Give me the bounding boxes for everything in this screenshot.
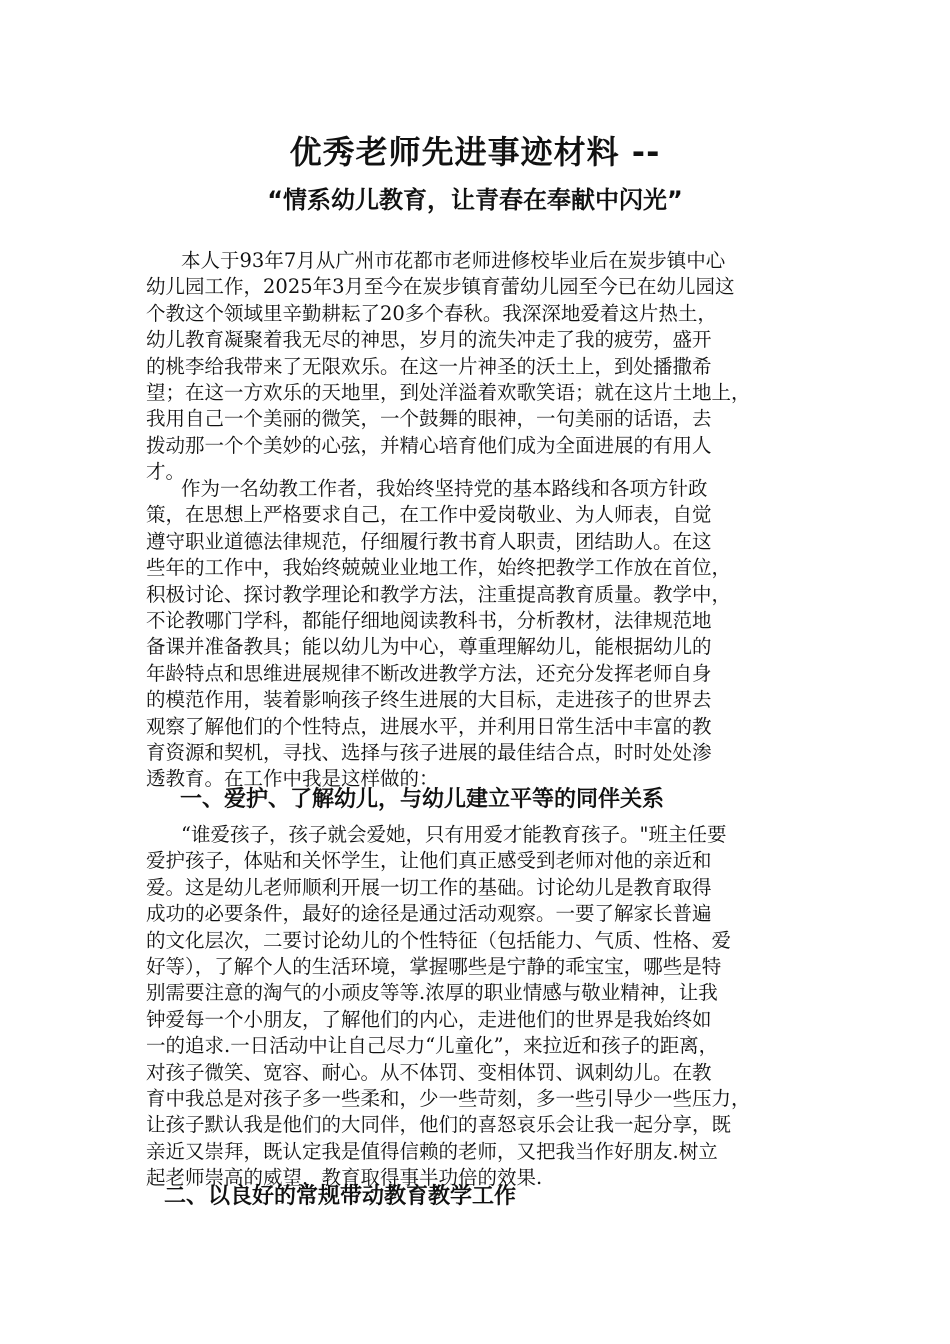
- paragraph-line: 观察了解他们的个性特点，进展水平，并利用日常生活中丰富的教: [146, 714, 712, 738]
- paragraph-line: 不论教哪门学科，都能仔细地阅读教科书，分析教材，法律规范地: [146, 609, 712, 633]
- paragraph-line: 策，在思想上严格要求自己，在工作中爱岗敬业、为人师表，自觉: [146, 503, 712, 527]
- paragraph-line: 的桃李给我带来了无限欢乐。在这一片神圣的沃土上，到处播撒希: [146, 354, 712, 378]
- paragraph-line: 育中我总是对孩子多一些柔和，少一些苛刻，多一些引导少一些压力，: [146, 1087, 751, 1111]
- paragraph-line: 爱。这是幼儿老师顺利开展一切工作的基础。讨论幼儿是教育取得: [146, 875, 712, 899]
- paragraph-line: 亲近又崇拜，既认定我是值得信赖的老师，又把我当作好朋友.树立: [146, 1139, 718, 1163]
- paragraph-line: 望；在这一方欢乐的天地里，到处洋溢着欢歌笑语；就在这片土地上，: [146, 381, 751, 405]
- paragraph-line: 拨动那一个个美妙的心弦，并精心培育他们成为全面进展的有用人: [146, 433, 712, 457]
- paragraph-care: [146, 822, 816, 1192]
- paragraph-line: 一的追求.一日活动中让自己尽力“儿童化”，来拉近和孩子的距离，: [146, 1034, 719, 1058]
- paragraph-line: 钟爱每一个小朋友，了解他们的内心，走进他们的世界是我始终如: [146, 1007, 712, 1031]
- paragraph-line: 才。: [146, 460, 186, 484]
- section-heading-1: 一、爱护、了解幼儿，与幼儿建立平等的同伴关系: [180, 787, 665, 812]
- paragraph-line: 育资源和契机，寻找、选择与孩子进展的最佳结合点，时时处处渗: [146, 741, 712, 765]
- paragraph-line: 我用自己一个美丽的微笑，一个鼓舞的眼神，一句美丽的话语，去: [146, 407, 712, 431]
- paragraph-line: 遵守职业道德法律规范，仔细履行教书育人职责，团结助人。在这: [146, 529, 712, 553]
- paragraph-line: 对孩子微笑、宽容、耐心。从不体罚、变相体罚、讽刺幼儿。在教: [146, 1060, 712, 1084]
- paragraph-line: “谁爱孩子，孩子就会爱她，只有用爱才能教育孩子。"班主任要: [181, 823, 727, 846]
- paragraph-line: 的文化层次，二要讨论幼儿的个性特征（包括能力、气质、性格、爱: [146, 928, 732, 952]
- paragraph-line: 别需要注意的淘气的小顽皮等等.浓厚的职业情感与敬业精神，让我: [146, 981, 718, 1005]
- paragraph-line: 起老师崇高的威望，教育取得事半功倍的效果.: [146, 1166, 543, 1190]
- paragraph-line: 成功的必要条件，最好的途径是通过活动观察。一要了解家长普遍: [146, 902, 712, 926]
- paragraph-line: 的模范作用，装着影响孩子终生进展的大目标，走进孩子的世界去: [146, 688, 712, 712]
- paragraph-line: 年龄特点和思维进展规律不断改进教学方法，还充分发挥老师自身: [146, 661, 712, 685]
- paragraph-line: 个教这个领域里辛勤耕耘了20多个春秋。我深深地爱着这片热土，: [146, 301, 717, 325]
- paragraph-line: 幼儿园工作，2025年3月至今在炭步镇育蕾幼儿园至今已在幼儿园这: [146, 275, 735, 299]
- paragraph-line: 本人于93年7月从广州市花都市老师进修校毕业后在炭步镇中心: [181, 249, 726, 272]
- section-heading-2: 二、以良好的常规带动教育教学工作: [164, 1184, 517, 1209]
- paragraph-line: 幼儿教育凝聚着我无尽的神思，岁月的流失冲走了我的疲劳，盛开: [146, 328, 712, 352]
- paragraph-intro: [146, 248, 816, 486]
- document-subtitle: “情系幼儿教育，让青春在奉献中闪光”: [267, 186, 683, 214]
- paragraph-line: 透教育。在工作中我是这样做的：: [146, 767, 439, 791]
- paragraph-line: 作为一名幼教工作者，我始终坚持党的基本路线和各项方针政: [181, 477, 708, 500]
- paragraph-work: [146, 476, 816, 793]
- paragraph-line: 些年的工作中，我始终兢兢业业地工作，始终把教学工作放在首位，: [146, 556, 732, 580]
- paragraph-line: 备课并准备教具；能以幼儿为中心，尊重理解幼儿，能根据幼儿的: [146, 635, 712, 659]
- paragraph-line: 好等），了解个人的生活环境，掌握哪些是宁静的乖宝宝，哪些是特: [146, 955, 722, 979]
- paragraph-line: 积极讨论、探讨教学理论和教学方法，注重提高教育质量。教学中，: [146, 582, 732, 606]
- document-title: 优秀老师先进事迹材料 --: [289, 133, 661, 171]
- paragraph-line: 爱护孩子，体贴和关怀学生，让他们真正感受到老师对他的亲近和: [146, 849, 712, 873]
- paragraph-line: 让孩子默认我是他们的大同伴，他们的喜怒哀乐会让我一起分享，既: [146, 1113, 732, 1137]
